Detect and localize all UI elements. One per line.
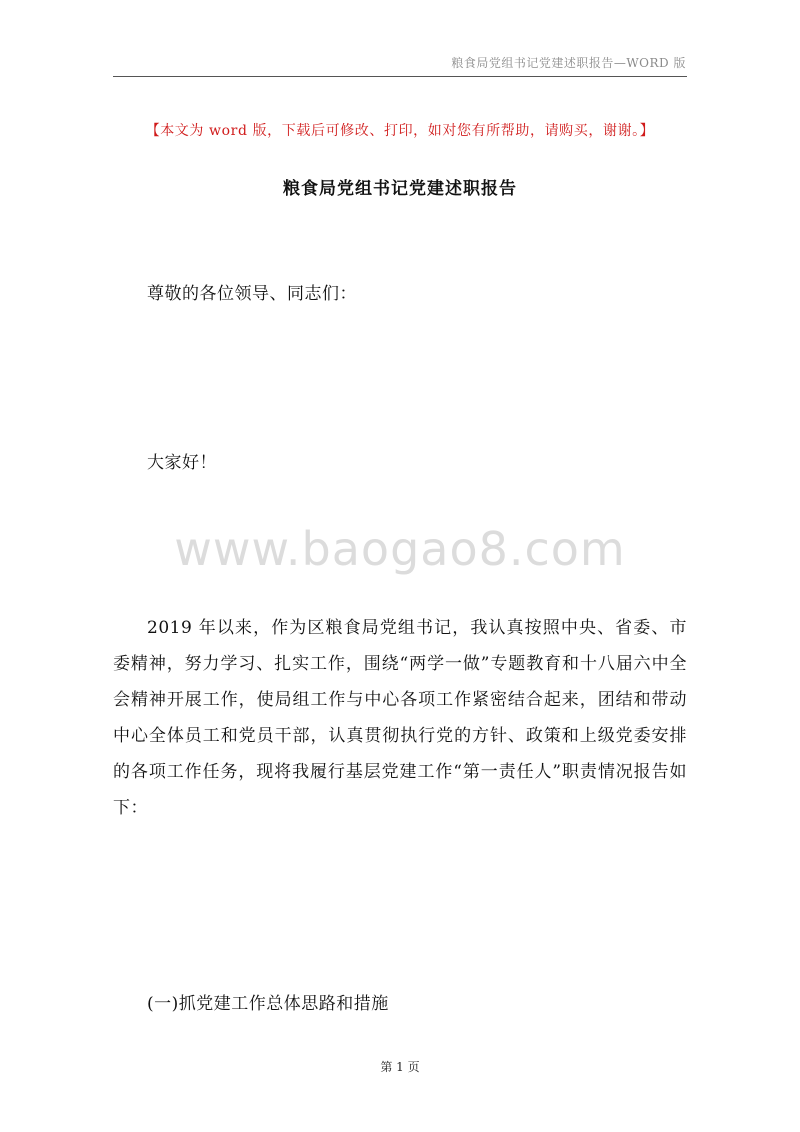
page-number: 第 1 页 bbox=[380, 1060, 420, 1074]
salutation-paragraph: 尊敬的各位领导、同志们： bbox=[147, 284, 357, 304]
body-paragraph: 2019 年以来，作为区粮食局党组书记，我认真按照中央、省委、市委精神，努力学习、扎实工作，围绕“两学一做”专题教育和十八届六中全会精神开展工作，使局组工作与中心各项工作紧密结合起来，团结和带动中心全体员工和党员干部，认真贯彻执行党的方针、政策和上级党委安排的各项工作任务，现将我履行基层党建工作“第一责任人”职责情况报告如下： bbox=[113, 618, 687, 818]
purchase-notice: 【本文为 word 版，下载后可修改、打印，如对您有所帮助，请购买，谢谢。】 bbox=[145, 123, 655, 139]
section-heading: (一)抓党建工作总体思路和措施 bbox=[147, 994, 389, 1014]
page-header-text: 粮食局党组书记党建述职报告—WORD 版 bbox=[451, 56, 686, 70]
header-divider bbox=[113, 76, 687, 77]
document-title: 粮食局党组书记党建述职报告 bbox=[283, 179, 517, 199]
watermark-text: www.baogao8.com bbox=[174, 522, 626, 576]
greeting-paragraph: 大家好！ bbox=[147, 453, 217, 473]
